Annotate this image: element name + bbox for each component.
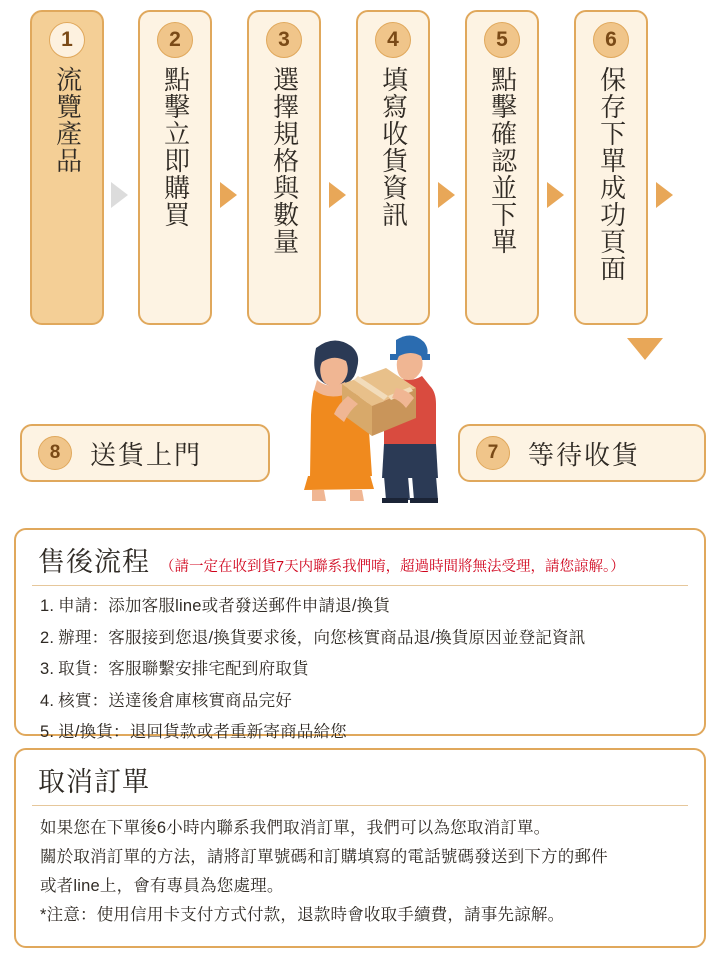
- flow-arrow-icon: [220, 182, 237, 208]
- list-item-term: 申請：: [58, 597, 109, 615]
- after-sales-note: （請一定在收到貨7天内聯系我們唷，超過時間將無法受理，請您諒解。）: [160, 559, 625, 575]
- after-sales-header: [16, 530, 704, 579]
- list-item-index: 5.: [40, 723, 55, 742]
- flow-step-7: [458, 424, 706, 482]
- paragraph: 關於取消訂單的方法，請將訂單號碼和訂購填寫的電話號碼發送到下方的郵件: [40, 847, 608, 866]
- flow-step-3: [247, 10, 321, 325]
- list-item-term: 辦理：: [58, 628, 109, 647]
- paragraph-note: *注意：使用信用卡支付方式付款，退款時會收取手續費，請事先諒解。: [40, 905, 565, 924]
- list-item: [40, 720, 684, 746]
- paragraph: 或者line上，會有專員為您處理。: [40, 876, 284, 895]
- flow-step-2: [138, 10, 212, 325]
- paragraph: 如果您在下單後6小時内聯系我們取消訂單，我們可以為您取消訂單。: [40, 819, 551, 837]
- flow-arrow-icon: [111, 182, 128, 208]
- list-item-text: 客服聯繫安排宅配到府取貨: [108, 660, 309, 679]
- list-item-index: 2.: [40, 628, 55, 647]
- list-item-index: 1.: [40, 597, 55, 615]
- flow-arrow-icon: [438, 182, 455, 208]
- list-item-text: 退回貨款或者重新寄商品給您: [129, 723, 347, 742]
- list-item: [40, 626, 684, 652]
- step-number-badge: 6: [593, 22, 629, 58]
- process-flow: [16, 10, 706, 330]
- flow-step-8: [20, 424, 270, 482]
- step-label: 填寫收貨資訊: [378, 66, 409, 228]
- after-sales-list: [16, 586, 704, 746]
- step-label: 點擊確認並下單: [487, 66, 518, 255]
- step-label: 選擇規格與數量: [269, 66, 300, 255]
- step-number-badge: 3: [266, 22, 302, 58]
- step-label: 等待收貨: [528, 439, 641, 470]
- flow-step-4: [356, 10, 430, 325]
- list-item-text: 添加客服line或者發送郵件申請退/換貨: [108, 597, 391, 615]
- list-item: [40, 689, 684, 715]
- step-number-badge: 8: [38, 436, 72, 470]
- flow-step-5: [465, 10, 539, 325]
- step-number-badge: 1: [49, 22, 85, 58]
- flow-arrow-icon: [656, 182, 673, 208]
- step-number-badge: 7: [476, 436, 510, 470]
- cancel-order-title: 取消訂單: [38, 767, 150, 797]
- step-label: 送貨上門: [90, 439, 203, 470]
- delivery-illustration: [278, 318, 448, 503]
- list-item-term: 取貨：: [58, 660, 109, 679]
- step-label: 流覽產品: [52, 66, 83, 174]
- list-item-index: 4.: [40, 691, 55, 710]
- list-item: [40, 594, 684, 620]
- step-label: 點擊立即購買: [160, 66, 191, 228]
- cancel-order-header: [16, 750, 704, 799]
- list-item-term: 核實：: [58, 691, 109, 710]
- flow-arrow-down-icon: [627, 338, 663, 360]
- after-sales-panel: [14, 528, 706, 742]
- flow-step-6: [574, 10, 648, 325]
- list-item-index: 3.: [40, 660, 55, 679]
- cancel-order-body: [16, 806, 704, 930]
- cancel-order-panel: [14, 748, 706, 948]
- list-item: [40, 657, 684, 683]
- step-number-badge: 4: [375, 22, 411, 58]
- after-sales-title: 售後流程: [38, 547, 150, 577]
- step-label: 保存下單成功頁面: [596, 66, 627, 282]
- flow-step-1: [30, 10, 104, 325]
- list-item-text: 客服接到您退/換貨要求後，向您核實商品退/換貨原因並登記資訊: [108, 628, 586, 647]
- step-number-badge: 2: [157, 22, 193, 58]
- list-item-text: 送達後倉庫核實商品完好: [108, 691, 292, 710]
- flow-arrow-icon: [329, 182, 346, 208]
- list-item-term: 退/換貨：: [58, 723, 130, 742]
- flow-arrow-icon: [547, 182, 564, 208]
- step-number-badge: 5: [484, 22, 520, 58]
